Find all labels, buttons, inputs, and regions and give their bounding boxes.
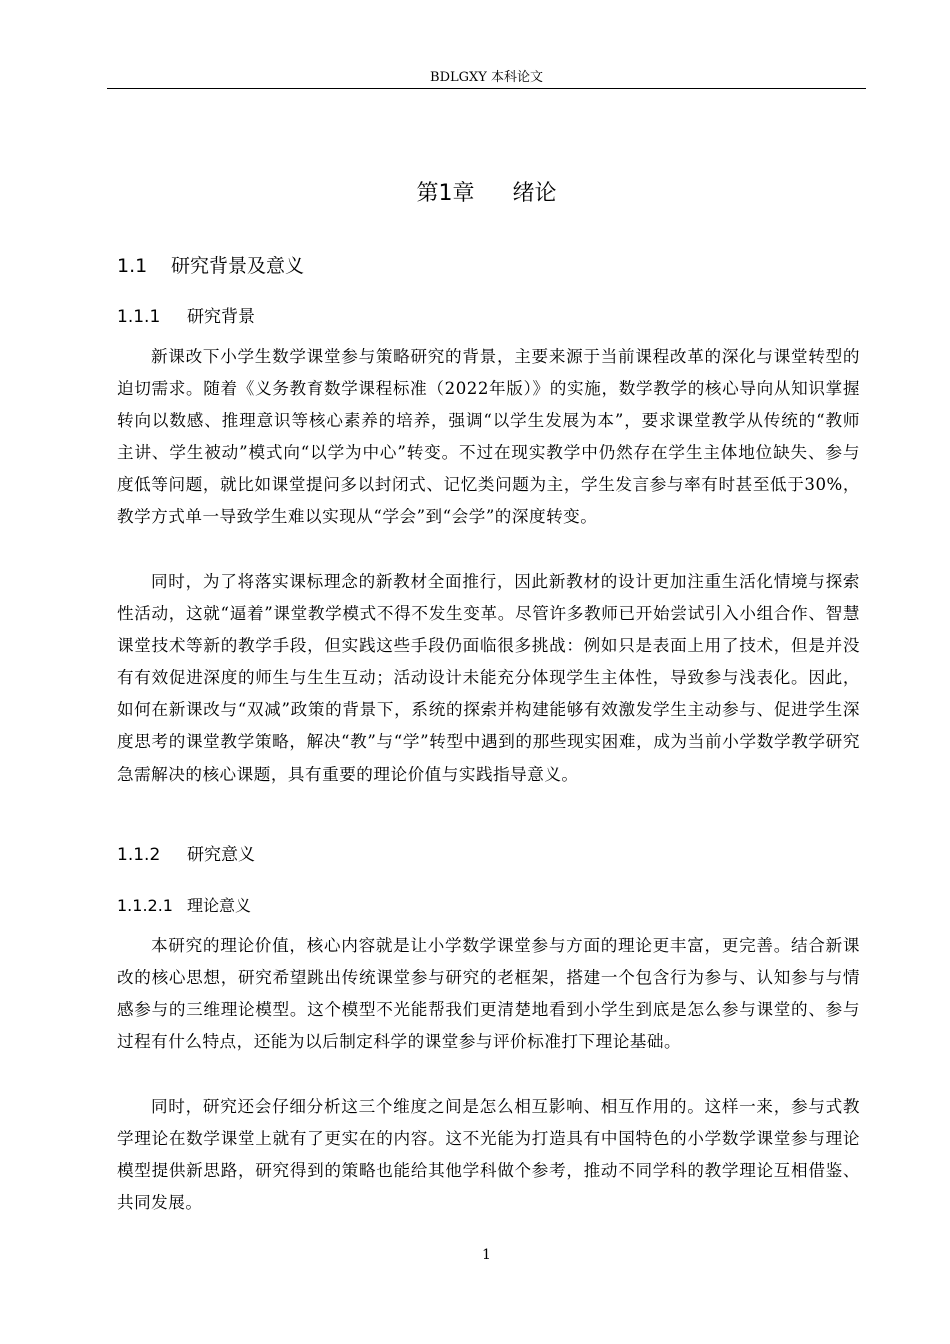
section-heading-1-1 <box>117 253 304 279</box>
section-title: 研究背景及意义 <box>171 255 305 277</box>
chapter-title <box>107 179 866 209</box>
page-header: BDLGXY 本科论文 <box>430 70 543 85</box>
section-heading-1-1-2 <box>117 843 255 867</box>
header-rule <box>107 88 866 89</box>
chapter-number: 第1章 <box>416 181 475 206</box>
page-number: 1 <box>482 1247 491 1263</box>
section-title: 研究意义 <box>187 845 255 865</box>
theory-paragraph-2: 同时，研究还会仔细分析这三个维度之间是怎么相互影响、相互作用的。这样一来，参与式教学理论在数学课堂上就有了更实在的内容。这不光能为打造具有中国特色的小学数学课堂参与理论模型提供新思路，研究得到的策略也能给其他学科做个参考，推动不同学科的教学理论互相借鉴、共同发展。 <box>117 1097 860 1213</box>
chapter-name: 绪论 <box>512 181 557 206</box>
section-title: 研究背景 <box>187 307 255 327</box>
section-number: 1.1.2.1 <box>117 896 173 915</box>
section-number: 1.1 <box>117 255 148 277</box>
background-paragraph-1: 新课改下小学生数学课堂参与策略研究的背景，主要来源于当前课程改革的深化与课堂转型的迫切需求。随着《义务教育数学课程标准（2022年版）》的实施，数学教学的核心导向从知识掌握转向以数感、推理意识等核心素养的培养，强调“以学生发展为本”，要求课堂教学从传统的“教师主讲、学生被动”模式向“以学为中心”转变。不过在现实教学中仍然存在学生主体地位缺失、参与度低等问题，就比如课堂提问多以封闭式、记忆类问题为主，学生发言参与率有时甚至低于30%，教学方式单一导致学生难以实现从“学会”到“会学”的深度转变。 <box>117 347 860 527</box>
section-heading-1-1-1 <box>117 305 255 329</box>
theory-paragraph-1: 本研究的理论价值，核心内容就是让小学数学课堂参与方面的理论更丰富，更完善。结合新课改的核心思想，研究希望跳出传统课堂参与研究的老框架，搭建一个包含行为参与、认知参与与情感参与的三维理论模型。这个模型不光能帮我们更清楚地看到小学生到底是怎么参与课堂的、参与过程有什么特点，还能为以后制定科学的课堂参与评价标准打下理论基础。 <box>117 936 860 1052</box>
section-title: 理论意义 <box>187 896 252 915</box>
section-number: 1.1.2 <box>117 845 161 865</box>
section-number: 1.1.1 <box>117 307 161 327</box>
background-paragraph-2: 同时，为了将落实课标理念的新教材全面推行，因此新教材的设计更加注重生活化情境与探索性活动，这就“逼着”课堂教学模式不得不发生变革。尽管许多教师已开始尝试引入小组合作、智慧课堂技术等新的教学手段，但实践这些手段仍面临很多挑战：例如只是表面上用了技术，但是并没有有效促进深度的师生与生生互动；活动设计未能充分体现学生主体性，导致参与浅表化。因此，如何在新课改与“双减”政策的背景下，系统的探索并构建能够有效激发学生主动参与、促进学生深度思考的课堂教学策略，解决“教”与“学”转型中遇到的那些现实困难，成为当前小学数学教学研究急需解决的核心课题，具有重要的理论价值与实践指导意义。 <box>117 572 860 784</box>
section-heading-1-1-2-1 <box>117 894 251 918</box>
